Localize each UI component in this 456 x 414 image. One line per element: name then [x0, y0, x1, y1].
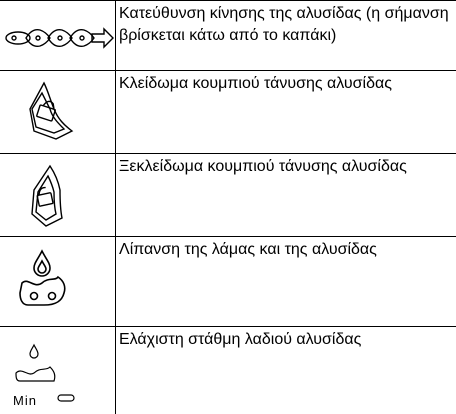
row-description: Ελάχιστη στάθμη λαδιού αλυσίδας: [119, 331, 362, 348]
row-description: Λίπανση της λάμας και της αλυσίδας: [119, 241, 377, 258]
bar-chain-lubrication-icon: [0, 237, 115, 326]
row-description: Κατεύθυνση κίνησης της αλυσίδας (η σήμανση βρίσκεται κάτω από το καπάκι): [119, 5, 449, 44]
table-row: [0, 237, 456, 327]
unlock-tension-knob-icon: [0, 154, 115, 236]
table-row: [0, 71, 456, 154]
row-description: Ξεκλείδωμα κουμπιού τάνυσης αλυσίδας: [119, 158, 407, 175]
row-description: Κλείδωμα κουμπιού τάνυσης αλυσίδας: [119, 75, 392, 92]
table-row: [0, 154, 456, 237]
column-divider: [115, 0, 116, 414]
table-row: [0, 327, 456, 414]
min-label: Min: [13, 393, 37, 408]
chain-direction-icon: [0, 1, 115, 70]
min-oil-level-icon: [0, 327, 115, 414]
table-row: [0, 0, 456, 71]
lock-tension-knob-icon: [0, 71, 115, 153]
